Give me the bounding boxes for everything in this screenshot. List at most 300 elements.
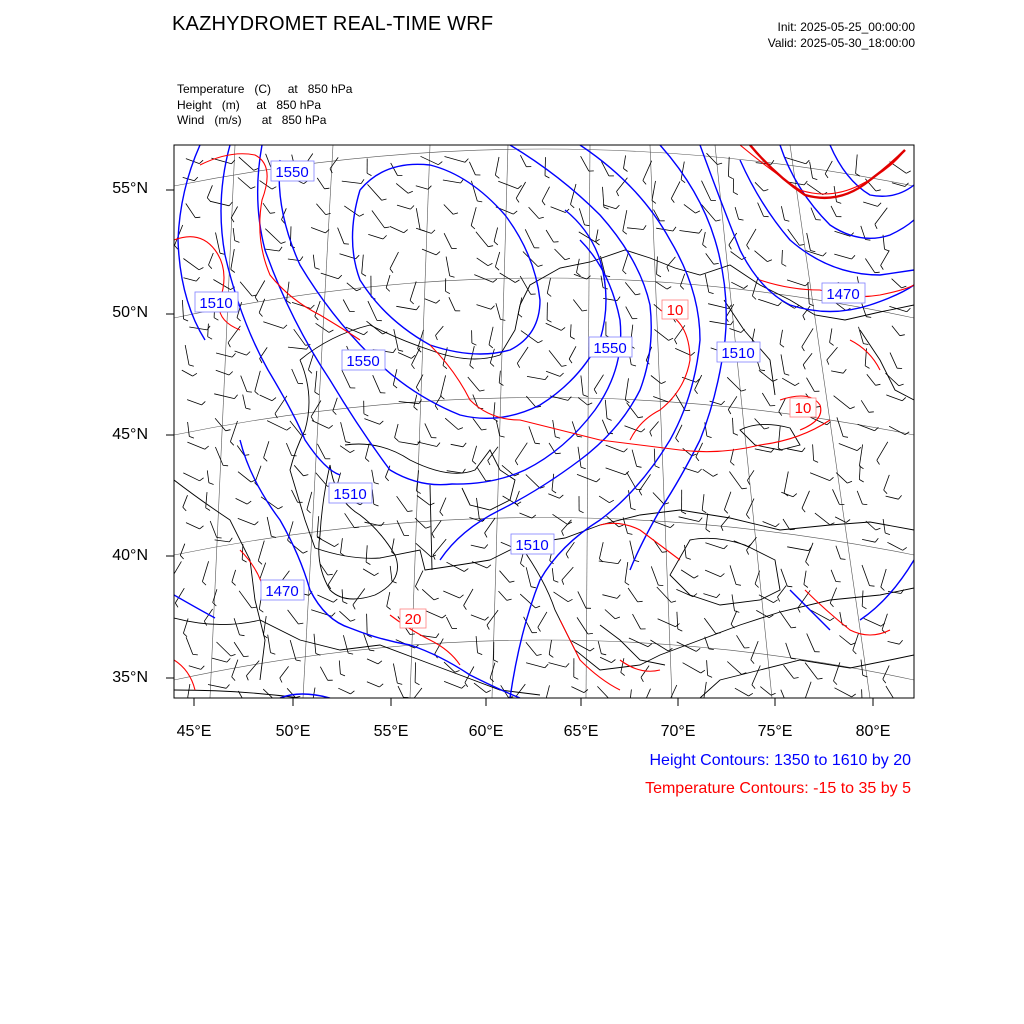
wind-barb (366, 545, 367, 562)
wind-barb (446, 257, 450, 276)
wind-barb-flag (596, 242, 600, 245)
wind-barb (362, 255, 364, 274)
wind-barb (446, 617, 452, 628)
wind-barb (658, 619, 676, 627)
wind-barb-flag (458, 428, 463, 430)
wind-barb (395, 424, 399, 438)
wind-barb-flag (175, 245, 178, 249)
wind-barb-flag (643, 225, 646, 229)
wind-barb (643, 689, 651, 706)
wind-barb (628, 588, 638, 602)
wind-barb (724, 492, 731, 510)
wind-barb-flag (834, 681, 838, 685)
wind-barb (651, 376, 661, 384)
wind-barb-flag (764, 428, 769, 429)
wind-barb-flag (470, 365, 474, 368)
wind-barb-flag (359, 214, 363, 216)
wind-barb (425, 610, 443, 618)
wind-barb (864, 618, 881, 626)
wind-barb (288, 610, 299, 624)
wind-barb-flag (623, 231, 627, 234)
wind-barb-flag (348, 653, 353, 654)
wind-barb-flag (885, 533, 890, 535)
wind-barb-flag (847, 481, 852, 483)
wind-barb (473, 418, 482, 430)
wind-barb (290, 640, 296, 660)
wind-barb-flag (264, 458, 268, 462)
wind-barb-flag (881, 587, 885, 590)
wind-barb-flag (383, 235, 387, 239)
wind-barb-flag (803, 365, 805, 370)
wind-barb (311, 401, 321, 417)
wind-barb (394, 329, 399, 350)
wind-barb (472, 562, 487, 568)
wind-barb-flag (779, 412, 782, 416)
wind-barb (825, 161, 832, 174)
wind-barb-flag (485, 617, 489, 620)
wind-barb-flag (596, 479, 600, 482)
wind-barb-flag (489, 345, 493, 348)
wind-barb (573, 300, 582, 312)
wind-barb (548, 494, 559, 499)
wind-barb-flag (200, 526, 204, 529)
wind-barb (520, 276, 531, 294)
wind-barb-flag (351, 620, 356, 622)
wind-barb-flag (364, 332, 368, 335)
wind-barb-flag (562, 365, 567, 366)
wind-barb (210, 201, 229, 206)
wind-barb-flag (357, 289, 362, 291)
wind-barb (353, 589, 365, 605)
wind-barb-flag (739, 219, 744, 220)
wind-barb-flag (226, 685, 229, 689)
wind-barb (515, 443, 527, 461)
field-row-temperature: Temperature (C) at 850 hPa (177, 82, 353, 96)
wind-barb-flag (823, 253, 827, 257)
wind-barb-flag (881, 265, 884, 269)
wind-barb-flag (568, 397, 571, 401)
lon-label-80: 80°E (855, 723, 891, 740)
temperature-contour-legend: Temperature Contours: -15 to 35 by 5 (645, 780, 911, 797)
wind-barb (813, 444, 814, 460)
wind-barb (373, 375, 381, 393)
wind-barb-flag (472, 461, 476, 464)
wind-barb-flag (773, 379, 778, 381)
wind-barb (602, 420, 608, 434)
wind-barb-flag (542, 201, 545, 205)
wind-barb (185, 345, 189, 365)
wind-barb-flag (549, 655, 553, 658)
wind-barb-flag (706, 529, 710, 532)
wind-barb-flag (876, 384, 881, 385)
wind-barb (339, 661, 340, 675)
wind-barb-flag (200, 478, 204, 481)
wind-barb (365, 443, 369, 458)
wind-barb (215, 447, 223, 465)
wind-barb (240, 282, 252, 296)
graticule (174, 145, 914, 698)
wind-barb-flag (493, 279, 497, 282)
wind-barb (545, 157, 546, 176)
lat-label-50: 50°N (112, 304, 148, 321)
wind-barb-flag (698, 469, 702, 473)
wind-barb (786, 643, 791, 658)
wind-barb-flag (367, 173, 371, 175)
svg-text:1510: 1510 (515, 537, 549, 554)
wind-barb-flag (199, 160, 203, 163)
wind-barb (216, 233, 221, 254)
height-contours (174, 145, 914, 698)
wind-barb-flag (728, 410, 731, 414)
wind-barb-flag (755, 584, 759, 588)
wind-barb (321, 273, 339, 279)
height-label-1510-caspian (329, 483, 372, 503)
wind-barb-flag (764, 190, 769, 192)
wind-barb-flag (232, 677, 235, 681)
wind-barb-flag (311, 305, 315, 309)
temperature-contours (174, 145, 914, 690)
wind-barb-flag (865, 366, 869, 369)
wind-barb (679, 231, 699, 234)
wind-barb-flag (214, 318, 218, 321)
wind-barb-flag (902, 286, 907, 288)
wind-barb-flag (767, 260, 772, 262)
wind-barb (488, 447, 498, 461)
wind-barb-flag (247, 392, 252, 393)
wind-barb (551, 207, 566, 213)
wind-barb (416, 186, 428, 190)
wind-barb-flag (747, 550, 749, 555)
wind-barb (630, 541, 635, 561)
wind-barb (210, 521, 217, 538)
wind-barb-flag (202, 401, 206, 405)
height-label-1470-ne (822, 283, 865, 303)
wind-barb (653, 493, 664, 505)
wind-barb (728, 157, 729, 176)
wind-barb (811, 610, 830, 620)
wind-barb (755, 571, 760, 584)
wind-barb-flag (630, 706, 634, 709)
wind-barb-flag (741, 390, 746, 392)
wind-barb (264, 441, 269, 458)
wind-barb-flag (902, 397, 906, 400)
wind-barb-flag (846, 520, 850, 523)
wind-barb-flag (862, 707, 867, 709)
wind-barb (368, 184, 382, 200)
wind-barb (317, 595, 333, 602)
wind-barb (341, 538, 343, 553)
wind-barb-flag (581, 467, 586, 469)
wind-barb-flag (205, 446, 209, 449)
wind-barb (317, 516, 319, 536)
wind-barb-flag (272, 398, 276, 401)
wind-barb-flag (830, 618, 834, 621)
wind-barb-flag (780, 344, 784, 347)
wind-barb (625, 378, 628, 400)
wind-barb (805, 663, 818, 680)
wind-barb-flag (825, 174, 828, 178)
wind-barb-flag (494, 419, 498, 422)
wind-barb (707, 153, 718, 164)
wind-barb-flag (436, 634, 439, 638)
wind-barb-flag (635, 294, 640, 295)
wind-barb-flag (906, 171, 910, 173)
wind-barb (182, 370, 193, 376)
wind-barb (216, 353, 232, 357)
wind-barb-flag (332, 613, 336, 617)
wind-barb-flag (547, 293, 551, 296)
wind-barb (472, 446, 476, 461)
wind-barb (853, 633, 859, 650)
wind-barb-flag (791, 627, 796, 628)
wind-barb-flag (724, 545, 728, 549)
wind-barb (432, 521, 441, 534)
lon-label-65: 65°E (563, 723, 599, 740)
wind-barb (476, 232, 488, 247)
wind-barb-flag (850, 407, 855, 409)
wind-barb-flag (515, 280, 519, 283)
wind-barb-flag (670, 699, 673, 703)
wind-barb (258, 541, 264, 561)
wind-barb (187, 442, 205, 449)
wind-barb-flag (716, 633, 721, 634)
wind-barb (681, 570, 694, 578)
wind-barb-flag (878, 203, 882, 207)
wind-barb (518, 298, 522, 315)
wind-barb-flag (231, 654, 236, 656)
wind-barb-flag (328, 574, 333, 575)
wind-barb (667, 257, 676, 267)
wind-barb-flag (658, 585, 663, 586)
wind-barb-flag (813, 178, 818, 180)
wind-barb (607, 516, 619, 527)
wind-barb-flag (259, 609, 263, 612)
wind-barb-flag (206, 508, 210, 511)
wind-barb (520, 594, 535, 608)
wind-barb-flag (667, 287, 671, 290)
wind-barb (839, 636, 851, 645)
wind-barb-flag (307, 510, 311, 513)
wind-barb (525, 229, 534, 248)
wind-barb (839, 444, 857, 451)
wind-barb (363, 569, 374, 576)
wind-barb-flag (641, 429, 645, 432)
wind-barb (416, 228, 431, 233)
wind-barb-flag (785, 220, 790, 221)
height-label-1470-sw (261, 580, 304, 600)
wind-barb (425, 299, 436, 303)
wind-barb (654, 329, 668, 340)
wind-barb-flag (247, 352, 251, 356)
lon-label-70: 70°E (660, 723, 696, 740)
svg-text:1550: 1550 (275, 164, 309, 181)
wind-barb (500, 571, 510, 583)
wind-barb (581, 376, 583, 395)
wind-barb (451, 444, 463, 447)
wind-barb-flag (386, 288, 390, 292)
wind-barb-flag (555, 437, 560, 439)
wind-barb (496, 303, 501, 319)
wind-barb (552, 568, 553, 580)
wind-barb (886, 496, 899, 499)
wind-barb-flag (521, 564, 525, 567)
wind-barb-flag (714, 263, 719, 264)
wind-barb (188, 684, 190, 697)
wind-barb (758, 299, 778, 306)
wind-barb-flag (416, 387, 419, 391)
wind-barb (627, 228, 643, 230)
wind-barb-flag (682, 512, 686, 514)
wind-barb-flag (374, 573, 378, 576)
wind-barb (603, 205, 616, 209)
wind-barb-flag (618, 559, 621, 563)
wind-barb (188, 422, 190, 436)
wind-barb-flag (408, 511, 413, 512)
wind-barb-flag (271, 653, 276, 655)
wind-barb-flag (462, 685, 466, 688)
wind-barb (624, 155, 626, 168)
wind-barb-flag (877, 460, 880, 464)
wind-barb-flag (414, 407, 418, 410)
wind-barb-flag (395, 438, 399, 441)
wind-barb-flag (255, 522, 259, 525)
wind-barb-flag (465, 683, 468, 687)
wind-barb (605, 610, 615, 619)
wind-barb-flag (802, 508, 805, 512)
wind-barb-flag (744, 286, 748, 289)
wind-barb-flag (535, 443, 540, 444)
wind-barb (390, 226, 404, 232)
wind-barb (441, 375, 446, 396)
wind-barb (487, 610, 498, 625)
wind-barb (703, 594, 716, 598)
wind-barb (495, 252, 499, 267)
wind-barb-flag (545, 664, 548, 668)
wind-barb-flag (707, 436, 712, 438)
wind-barb-flag (539, 217, 544, 218)
wind-barb-flag (566, 554, 568, 558)
wind-barb-flag (246, 676, 248, 681)
wind-barb-flag (240, 635, 245, 636)
wind-barb-flag (810, 251, 815, 252)
wind-barb-flag (818, 678, 823, 679)
wind-barb-flag (434, 598, 439, 600)
wind-barb-flag (279, 247, 282, 251)
wind-barb (233, 228, 235, 241)
wind-barb (239, 157, 254, 170)
wind-barb (330, 157, 338, 168)
wind-barb-flag (510, 581, 515, 582)
wind-barb-flag (729, 245, 732, 249)
wind-barb (751, 641, 758, 660)
wind-barb-flag (361, 179, 364, 183)
wind-barb (861, 400, 869, 412)
wind-barb (498, 181, 518, 189)
wind-barb (884, 475, 890, 490)
wind-barb-flag (464, 606, 467, 610)
wind-barb-flag (494, 242, 498, 245)
wind-barb-flag (478, 653, 483, 655)
wind-barb (626, 307, 633, 319)
wind-barb-flag (583, 395, 588, 397)
wind-barb-flag (554, 581, 559, 583)
wind-barb-flag (696, 457, 699, 461)
wind-barb-flag (455, 671, 460, 673)
wind-barb-flag (209, 265, 212, 269)
wind-barb-flag (900, 335, 905, 336)
wind-barb-flag (604, 207, 609, 209)
wind-barb (343, 300, 350, 312)
wind-barb-flag (237, 318, 241, 321)
wind-barb (752, 666, 760, 685)
wind-barb-flag (298, 623, 303, 624)
wind-barb-flag (381, 522, 384, 526)
wind-barb (859, 327, 864, 344)
wind-barb (170, 561, 181, 580)
wind-barb (703, 232, 706, 245)
wind-barb-flag (390, 269, 393, 273)
wind-barb (705, 570, 721, 577)
wind-barb-flag (480, 390, 485, 391)
wind-barb (705, 637, 709, 649)
wind-barb (702, 205, 716, 222)
wind-barb-flag (500, 436, 505, 437)
wind-barb (676, 589, 693, 596)
wind-barb-flag (782, 264, 786, 267)
wind-barb (836, 473, 847, 484)
wind-barb (857, 491, 862, 504)
wind-barb-flag (440, 512, 443, 516)
wind-barb-flag (175, 603, 178, 607)
wind-barb (594, 375, 603, 390)
wind-barb (494, 228, 498, 242)
wind-barb (785, 157, 806, 163)
wind-barb-flag (716, 220, 721, 221)
wind-barb (343, 635, 348, 653)
wind-barb-flag (488, 246, 493, 247)
wind-barb-flag (517, 363, 519, 367)
wind-barb-flag (670, 524, 674, 527)
height-label-1550-center (342, 350, 385, 370)
wind-barb-flag (485, 533, 487, 537)
wind-barb (807, 233, 811, 251)
wind-barb (883, 519, 885, 533)
wind-barb (516, 684, 525, 696)
wind-barb-flag (482, 429, 487, 430)
wind-barb (234, 642, 244, 657)
wind-barb-flag (538, 265, 543, 267)
wind-barb-flag (806, 562, 809, 566)
wind-barb (684, 204, 696, 213)
wind-barb (808, 282, 809, 304)
wind-barb-flag (667, 267, 669, 272)
wind-barb-flag (657, 274, 661, 277)
wind-barb (206, 492, 207, 508)
wind-barb (317, 444, 325, 459)
wind-barb (471, 545, 485, 548)
wind-barb-flag (643, 181, 646, 185)
wind-barb-flag (446, 291, 450, 293)
wind-barb-flag (408, 191, 413, 193)
wind-barb (643, 161, 652, 181)
wind-barb-flag (588, 633, 593, 634)
wind-barb (292, 302, 311, 308)
wind-barb (892, 326, 900, 336)
wind-barb-flag (207, 198, 210, 202)
wind-barb (781, 206, 784, 220)
wind-barb (834, 186, 836, 202)
wind-barb (526, 475, 540, 489)
